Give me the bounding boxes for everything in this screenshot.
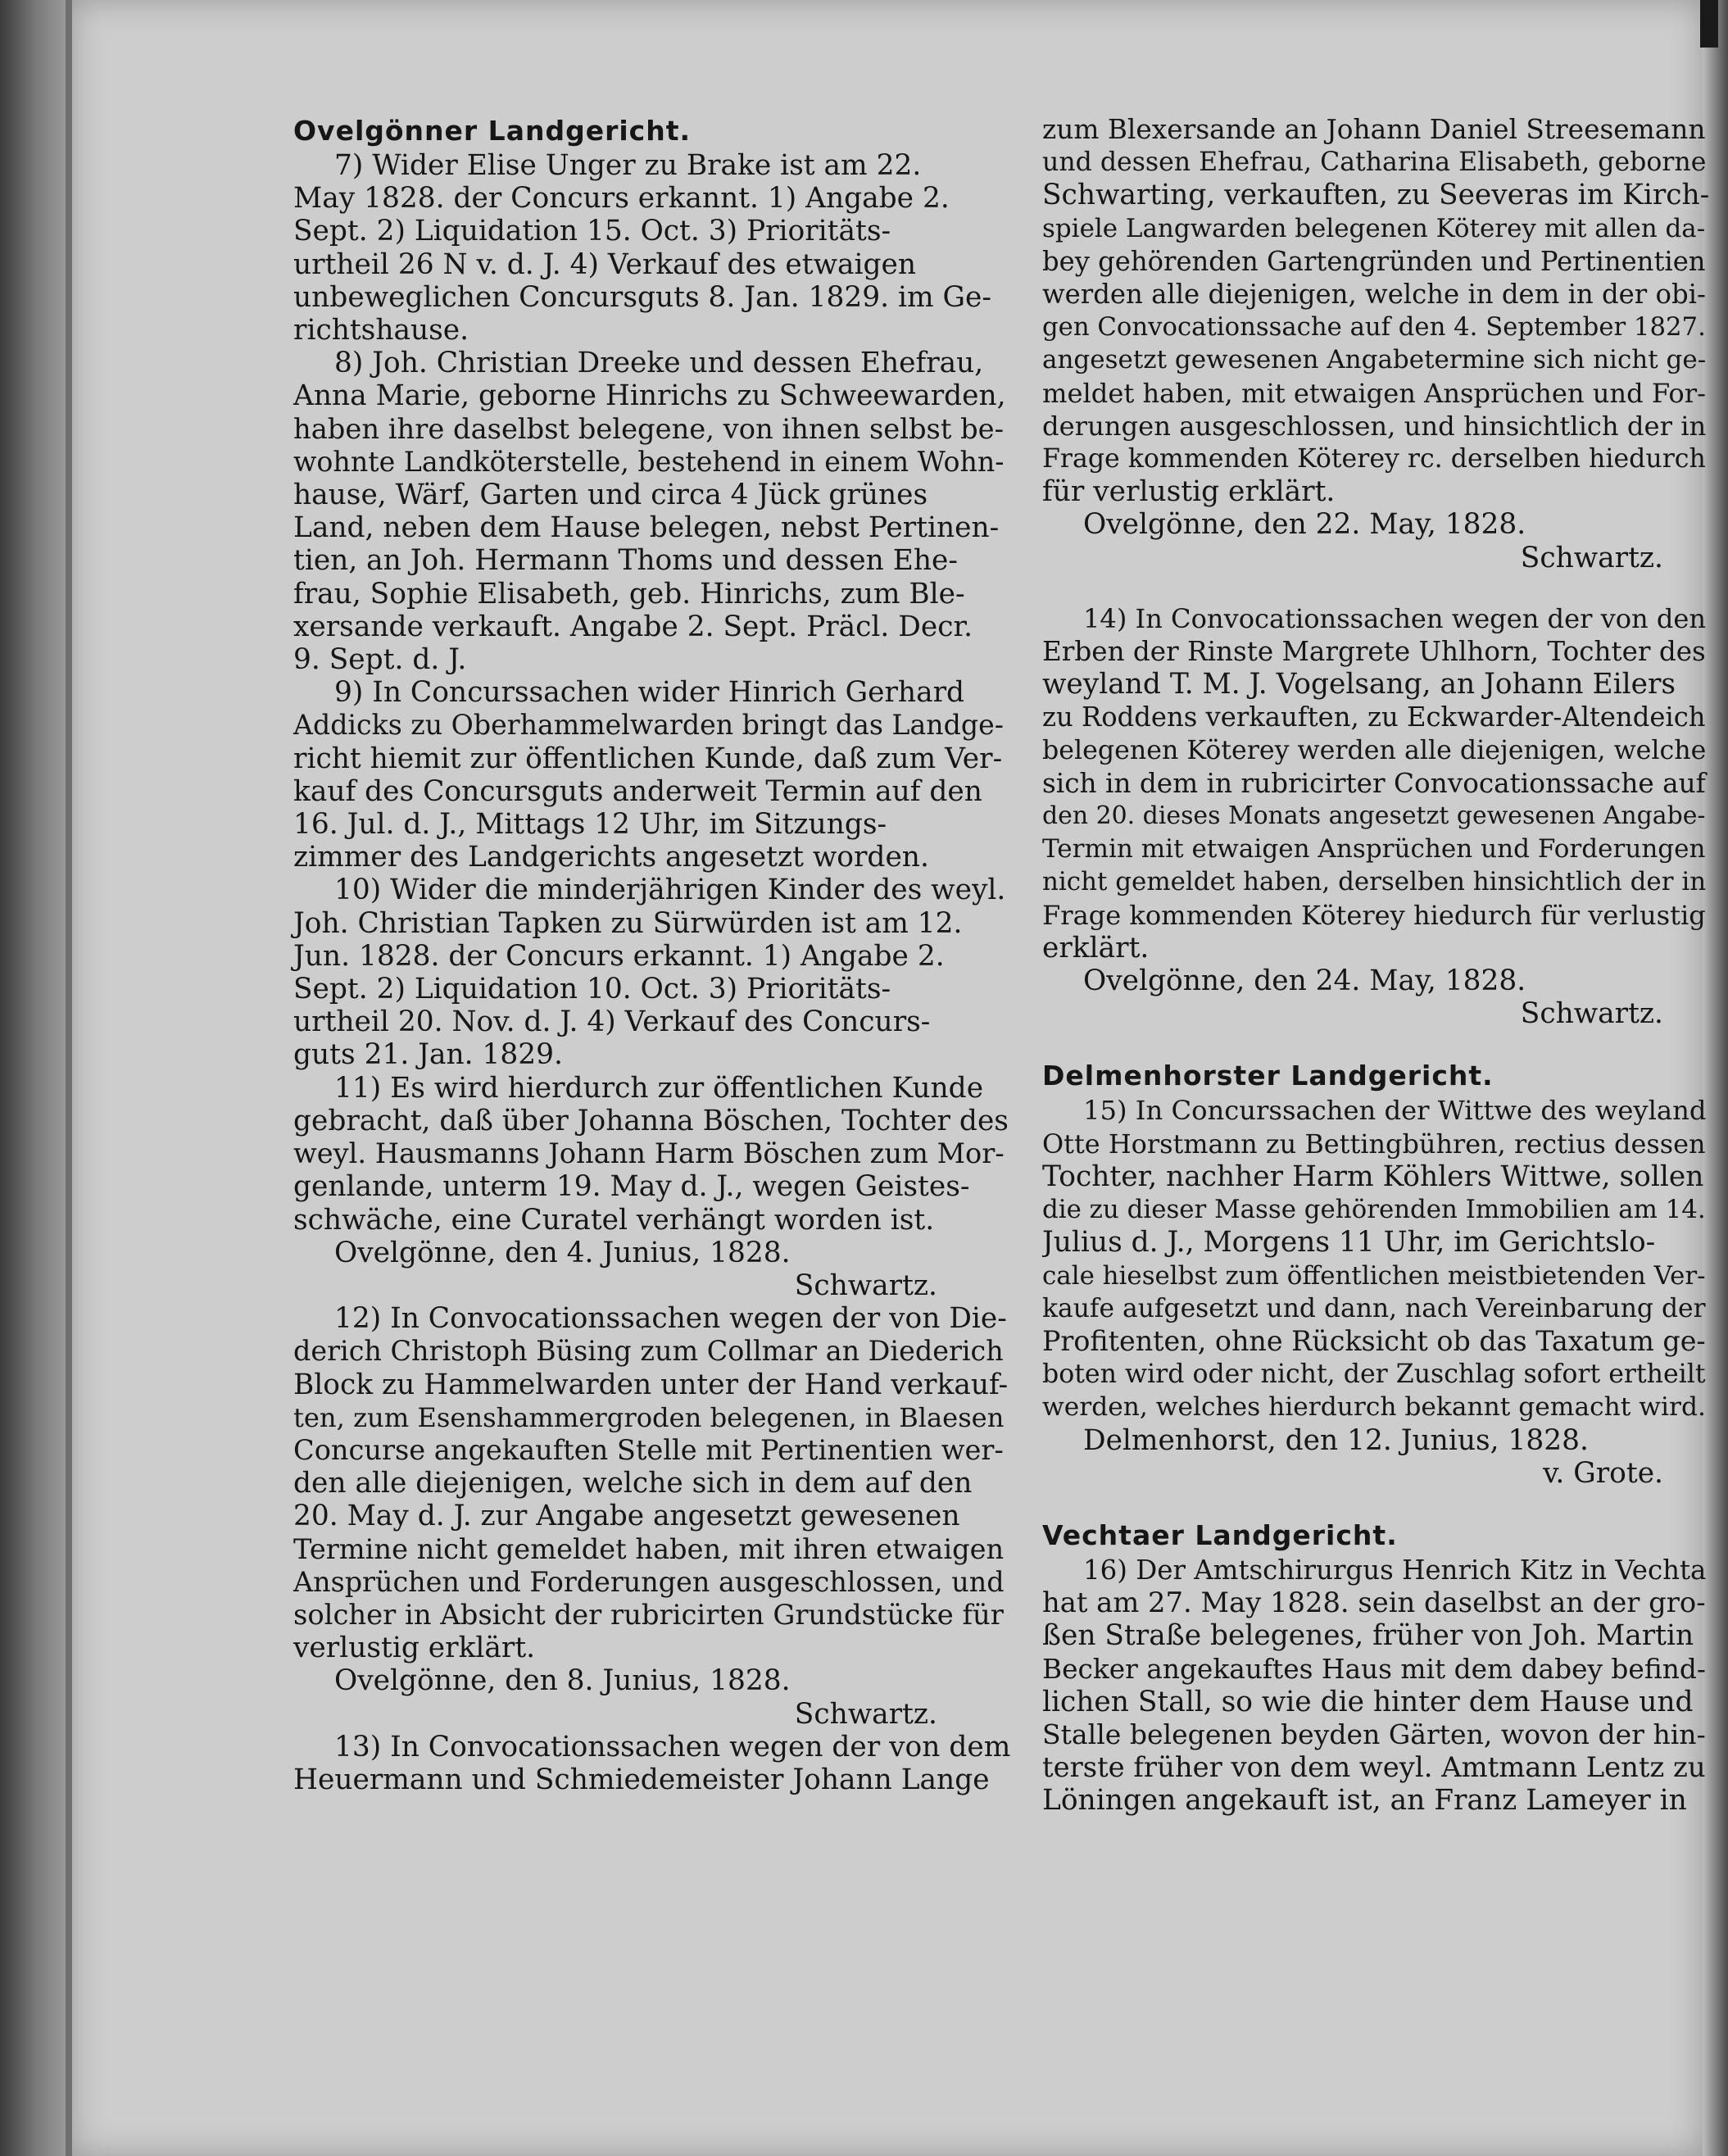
text-line: Concurse angekauften Stelle mit Pertinentien wer- (293, 1433, 1004, 1466)
notice-14 (1042, 602, 1712, 965)
scan-corner-mark (1700, 0, 1718, 48)
place-date: Ovelgönne, den 24. May, 1828. (1083, 965, 1526, 998)
text-line: Block zu Hammelwarden unter der Hand verkauf- (293, 1368, 1009, 1401)
text-line: boten wird oder nicht, der Zuschlag sofort ertheilt (1042, 1359, 1706, 1390)
text-line: Sept. 2) Liquidation 15. Oct. 3) Prioritäts- (293, 215, 891, 248)
right-column (1042, 113, 1712, 1818)
place-date: Ovelgönne, den 4. Junius, 1828. (334, 1236, 791, 1269)
text-line: 12) In Convocationssachen wegen der von Die- (334, 1302, 1007, 1336)
text-line: 9) In Concurssachen wider Hinrich Gerhard (334, 676, 965, 710)
text-line: sich in dem in rubricirter Convocationssache auf (1042, 767, 1706, 799)
notice-10 (293, 874, 1011, 1071)
spacer (1042, 574, 1712, 602)
text-line: guts 21. Jan. 1829. (293, 1038, 563, 1072)
place-date: Ovelgönne, den 8. Junius, 1828. (334, 1664, 791, 1698)
text-line: derich Christoph Büsing zum Collmar an Diederich (293, 1335, 1004, 1368)
text-line: richtshause. (293, 314, 469, 347)
text-line: ßen Straße belegenes, früher von Joh. Martin (1042, 1619, 1694, 1653)
notice-16 (1042, 1554, 1712, 1818)
text-line: xersande verkauft. Angabe 2. Sept. Präcl. Decr. (293, 610, 973, 643)
text-line: solcher in Absicht der rubricirten Grundstücke für (293, 1598, 1004, 1631)
text-line: zimmer des Landgerichts angesetzt worden. (293, 841, 929, 874)
text-line: 7) Wider Elise Unger zu Brake ist am 22. (334, 149, 922, 182)
text-line: Julius d. J., Morgens 11 Uhr, im Gerichtslo- (1042, 1226, 1656, 1260)
text-line: Jun. 1828. der Concurs erkannt. 1) Angabe 2. (293, 939, 945, 973)
text-line: Frage kommenden Köterey hiedurch für verlustig (1042, 899, 1706, 931)
notice-12 (293, 1302, 1011, 1664)
place-date: Delmenhorst, den 12. Junius, 1828. (1083, 1423, 1589, 1457)
text-line: May 1828. der Concurs erkannt. 1) Angabe 2. (293, 182, 950, 216)
left-column (293, 113, 1011, 1796)
text-line: Stalle belegenen beyden Gärten, wovon der hin- (1042, 1718, 1706, 1750)
notice-13 (293, 1731, 1011, 1796)
text-line: den alle diejenigen, welche sich in dem auf den (293, 1467, 973, 1500)
notice-13-continued (1042, 113, 1712, 508)
text-line: richt hiemit zur öffentlichen Kunde, daß zum Ver- (293, 742, 1003, 775)
text-line: hat am 27. May 1828. sein daselbst an der gro- (1042, 1586, 1706, 1619)
text-line: gebracht, daß über Johanna Böschen, Tochter des (293, 1104, 1009, 1137)
text-line: die zu dieser Masse gehörenden Immobilien am 14. (1042, 1195, 1706, 1225)
text-line: Ansprüchen und Forderungen ausgeschlossen, und (293, 1565, 1005, 1598)
text-line: 16) Der Amtschirurgus Henrich Kitz in Vechta (1083, 1554, 1707, 1586)
place-date: Ovelgönne, den 22. May, 1828. (1083, 508, 1526, 542)
text-line: 15) In Concurssachen der Wittwe des weyland (1083, 1095, 1707, 1127)
text-line: angesetzt gewesenen Angabetermine sich nicht ge- (1042, 345, 1707, 375)
text-line: urtheil 26 N v. d. J. 4) Verkauf des etwaigen (293, 247, 917, 281)
section-heading-ovelgoenne: Ovelgönner Landgericht. (293, 115, 692, 147)
text-line: terste früher von dem weyl. Amtmann Lentz zu (1042, 1751, 1706, 1784)
text-line: und dessen Ehefrau, Catharina Elisabeth, geborne (1042, 148, 1707, 178)
text-line: Anna Marie, geborne Hinrichs zu Schweewarden, (293, 379, 1006, 413)
text-line: Joh. Christian Tapken zu Sürwürden ist am 12. (293, 906, 963, 940)
text-line: genlande, unterm 19. May d. J., wegen Geistes- (293, 1170, 970, 1204)
text-line: 14) In Convocationssachen wegen der von den (1083, 602, 1707, 634)
text-line: Erben der Rinste Margrete Uhlhorn, Tochter des (1042, 636, 1706, 668)
section-heading-delmenhorst: Delmenhorster Landgericht. (1042, 1060, 1494, 1092)
text-line: gen Convocationssache auf den 4. September 1827. (1042, 312, 1706, 343)
text-line: für verlustig erklärt. (1042, 475, 1336, 509)
notice-11 (293, 1072, 1011, 1237)
text-line: belegenen Köterey werden alle diejenigen, welche (1042, 735, 1707, 765)
signature: Schwartz. (1520, 541, 1663, 574)
text-line: Sept. 2) Liquidation 10. Oct. 3) Prioritäts- (293, 973, 891, 1006)
text-line: schwäche, eine Curatel verhängt worden ist. (293, 1203, 935, 1237)
text-line: Termin mit etwaigen Ansprüchen und Forderungen (1042, 834, 1706, 865)
text-line: kauf des Concursguts anderweit Termin auf den (293, 774, 982, 808)
text-line: spiele Langwarden belegenen Köterey mit allen da- (1042, 213, 1706, 243)
text-line: hause, Wärf, Garten und circa 4 Jück grünes (293, 479, 928, 512)
text-line: bey gehörenden Gartengründen und Pertinentien (1042, 245, 1706, 277)
notice-8 (293, 347, 1011, 676)
text-line: frau, Sophie Elisabeth, geb. Hinrichs, zum Ble- (293, 577, 965, 610)
text-line: urtheil 20. Nov. d. J. 4) Verkauf des Concurs- (293, 1005, 931, 1039)
text-line: 8) Joh. Christian Dreeke und dessen Ehefrau, (334, 347, 984, 380)
text-line: Löningen angekauft ist, an Franz Lameyer in (1042, 1784, 1687, 1818)
text-line: Schwarting, verkauften, zu Seeveras im Kirch- (1042, 179, 1710, 212)
spacer (1042, 1030, 1712, 1058)
signature: Schwartz. (794, 1697, 937, 1731)
text-line: Profitenten, ohne Rücksicht ob das Taxatum ge- (1042, 1324, 1706, 1357)
text-line: derungen ausgeschlossen, und hinsichtlich der in (1042, 410, 1707, 442)
text-line: verlustig erklärt. (293, 1632, 536, 1665)
notice-9 (293, 676, 1011, 874)
text-line: Tochter, nachher Harm Köhlers Wittwe, sollen (1042, 1160, 1704, 1193)
text-line: Termine nicht gemeldet haben, mit ihren etwaigen (293, 1532, 1005, 1565)
text-line: haben ihre daselbst belegene, von ihnen selbst be- (293, 412, 1005, 445)
text-line: Becker angekauftes Haus mit dem dabey befind- (1042, 1653, 1706, 1685)
spacer (1042, 1490, 1712, 1518)
text-line: 10) Wider die minderjährigen Kinder des weyl. (334, 874, 1006, 907)
signature: Schwartz. (1520, 997, 1663, 1031)
text-line: 11) Es wird hierdurch zur öffentlichen Kunde (334, 1071, 984, 1105)
text-line: kaufe aufgesetzt und dann, nach Vereinbarung der (1042, 1293, 1706, 1323)
text-line: ten, zum Esenshammergroden belegenen, in Blaesen (293, 1401, 1005, 1433)
text-line: Land, neben dem Hause belegen, nebst Pertinen- (293, 511, 1000, 545)
text-line: zu Roddens verkauften, zu Eckwarder-Altendeich (1042, 701, 1706, 733)
text-line: 20. May d. J. zur Angabe angesetzt gewesenen (293, 1500, 960, 1533)
text-line: nicht gemeldet haben, derselben hinsichtlich der in (1042, 867, 1707, 897)
text-line: cale hieselbst zum öffentlichen meistbietenden Ver- (1042, 1260, 1706, 1291)
signature: v. Grote. (1543, 1456, 1663, 1490)
text-line: weyland T. M. J. Vogelsang, an Johann Eilers (1042, 668, 1676, 701)
text-line: werden alle diejenigen, welche in dem in der obi- (1042, 279, 1706, 311)
text-line: Frage kommenden Köterey rc. derselben hiedurch (1042, 444, 1706, 474)
text-line: Heuermann und Schmiedemeister Johann Lange (293, 1763, 990, 1796)
section-heading-vechta: Vechtaer Landgericht. (1042, 1518, 1398, 1551)
text-line: erklärt. (1042, 931, 1150, 965)
notice-15 (1042, 1094, 1712, 1423)
text-line: den 20. dieses Monats angesetzt gewesenen Angabe- (1042, 801, 1706, 831)
text-line: lichen Stall, so wie die hinter dem Hause und (1042, 1685, 1694, 1718)
text-line: wohnte Landköterstelle, bestehend in einem Wohn- (293, 445, 1005, 478)
text-line: tien, an Joh. Hermann Thoms und dessen Ehe- (293, 544, 958, 578)
text-line: zum Blexersande an Johann Daniel Streesemann (1042, 114, 1706, 145)
notice-7 (293, 149, 1011, 347)
binding-gutter (0, 0, 66, 2156)
text-line: 16. Jul. d. J., Mittags 12 Uhr, im Sitzungs- (293, 808, 887, 842)
text-line: unbeweglichen Concursguts 8. Jan. 1829. im Ge- (293, 280, 991, 314)
text-line: werden, welches hierdurch bekannt gemacht wird. (1042, 1392, 1706, 1423)
signature: Schwartz. (794, 1269, 937, 1302)
text-line: Otte Horstmann zu Bettingbühren, rectius dessen (1042, 1128, 1706, 1160)
text-line: Addicks zu Oberhammelwarden bringt das Landge- (293, 709, 1004, 742)
text-line: weyl. Hausmanns Johann Harm Böschen zum Mor- (293, 1137, 1005, 1170)
text-line: 9. Sept. d. J. (293, 643, 467, 677)
text-line: meldet haben, mit etwaigen Ansprüchen und For- (1042, 377, 1706, 409)
text-line: 13) In Convocationssachen wegen der von dem (334, 1730, 1011, 1763)
